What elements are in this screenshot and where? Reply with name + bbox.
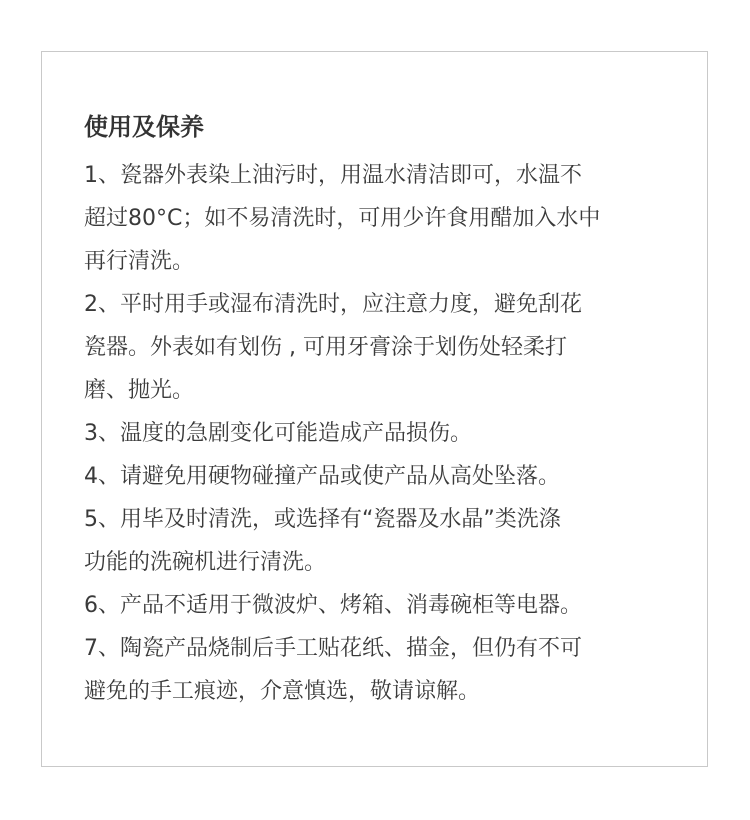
instruction-item-3 bbox=[84, 412, 684, 455]
instruction-line: 再行清洗。 bbox=[84, 249, 195, 274]
instruction-item-6 bbox=[84, 584, 684, 627]
instruction-line: 瓷器。外表如有划伤 , 可用牙膏涂于划伤处轻柔打 bbox=[84, 335, 567, 360]
instruction-item-5 bbox=[84, 498, 684, 584]
instruction-item-7 bbox=[84, 627, 684, 713]
instruction-line: 7、陶瓷产品烧制后手工贴花纸、描金，但仍有不可 bbox=[84, 636, 582, 661]
instruction-line: 6、产品不适用于微波炉、烤箱、消毒碗柜等电器。 bbox=[84, 593, 582, 618]
instruction-item-4 bbox=[84, 455, 684, 498]
instruction-line: 5、用毕及时清洗，或选择有“瓷器及水晶”类洗涤 bbox=[84, 507, 561, 532]
section-title: 使用及保养 bbox=[84, 113, 204, 141]
care-instructions-card bbox=[41, 51, 708, 767]
instructions-list bbox=[84, 154, 684, 713]
instruction-line: 磨、抛光。 bbox=[84, 378, 195, 403]
instruction-item-1 bbox=[84, 154, 684, 283]
instruction-line: 3、温度的急剧变化可能造成产品损伤。 bbox=[84, 421, 472, 446]
instruction-line: 避免的手工痕迹，介意慎选，敬请谅解。 bbox=[84, 679, 481, 704]
instruction-line: 2、平时用手或湿布清洗时，应注意力度，避免刮花 bbox=[84, 292, 582, 317]
instruction-line: 功能的洗碗机进行清洗。 bbox=[84, 550, 327, 575]
instruction-line: 4、请避免用硬物碰撞产品或使产品从高处坠落。 bbox=[84, 464, 560, 489]
instruction-item-2 bbox=[84, 283, 684, 412]
instruction-line: 1、瓷器外表染上油污时，用温水清洁即可，水温不 bbox=[84, 163, 582, 188]
instruction-line: 超过80°C；如不易清洗时，可用少许食用醋加入水中 bbox=[84, 206, 601, 231]
